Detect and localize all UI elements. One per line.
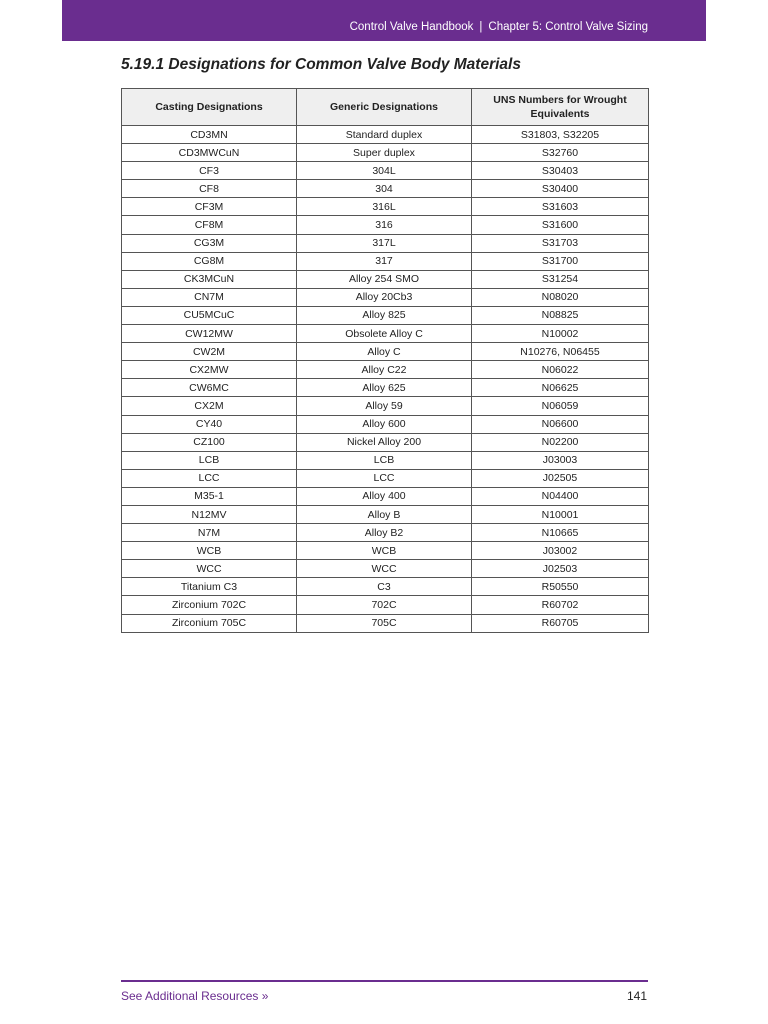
uns-number-cell: N10276, N06455 [472, 343, 649, 361]
generic-designation-cell: 316L [297, 198, 472, 216]
generic-designation-cell: Alloy B2 [297, 524, 472, 542]
generic-designation-cell: Alloy C [297, 343, 472, 361]
table-row [122, 234, 649, 252]
uns-number-cell: N08825 [472, 306, 649, 324]
casting-designation-cell: CF8M [122, 216, 297, 234]
uns-number-cell: S31600 [472, 216, 649, 234]
casting-designation-cell: CF3 [122, 162, 297, 180]
header-chapter: Chapter 5: Control Valve Sizing [488, 20, 648, 33]
generic-designation-cell: 304 [297, 180, 472, 198]
generic-designation-cell: Standard duplex [297, 126, 472, 144]
uns-number-cell: S31700 [472, 252, 649, 270]
table-row [122, 325, 649, 343]
uns-number-cell: S32760 [472, 144, 649, 162]
uns-number-cell: J03003 [472, 451, 649, 469]
uns-number-cell: N04400 [472, 487, 649, 505]
table-row [122, 216, 649, 234]
table-row [122, 487, 649, 505]
header-bar [62, 0, 706, 41]
table-row [122, 397, 649, 415]
generic-designation-cell: 705C [297, 614, 472, 632]
table-row [122, 578, 649, 596]
generic-designation-cell: Alloy B [297, 505, 472, 523]
uns-number-cell: S31254 [472, 270, 649, 288]
casting-designation-cell: CZ100 [122, 433, 297, 451]
table-row [122, 596, 649, 614]
casting-designation-cell: CX2M [122, 397, 297, 415]
table-body [122, 126, 649, 633]
generic-designation-cell: 316 [297, 216, 472, 234]
generic-designation-cell: C3 [297, 578, 472, 596]
generic-designation-cell: Alloy 254 SMO [297, 270, 472, 288]
casting-designation-cell: Zirconium 705C [122, 614, 297, 632]
table-row [122, 415, 649, 433]
uns-number-cell: N10001 [472, 505, 649, 523]
table-row [122, 343, 649, 361]
generic-designation-cell: Super duplex [297, 144, 472, 162]
generic-designation-cell: Alloy 600 [297, 415, 472, 433]
table-row [122, 505, 649, 523]
uns-number-cell: N10665 [472, 524, 649, 542]
materials-table [121, 88, 649, 633]
uns-number-cell: S30400 [472, 180, 649, 198]
casting-designation-cell: CW12MW [122, 325, 297, 343]
casting-designation-cell: Titanium C3 [122, 578, 297, 596]
table-row [122, 180, 649, 198]
generic-designation-cell: LCB [297, 451, 472, 469]
casting-designation-cell: CW2M [122, 343, 297, 361]
generic-designation-cell: LCC [297, 469, 472, 487]
casting-designation-cell: CG8M [122, 252, 297, 270]
table-row [122, 560, 649, 578]
table-row [122, 379, 649, 397]
table-row [122, 614, 649, 632]
uns-number-cell: S31603 [472, 198, 649, 216]
uns-number-cell: R50550 [472, 578, 649, 596]
generic-designation-cell: Alloy C22 [297, 361, 472, 379]
uns-number-cell: J02503 [472, 560, 649, 578]
uns-number-cell: N06059 [472, 397, 649, 415]
casting-designation-cell: N12MV [122, 505, 297, 523]
casting-designation-cell: CY40 [122, 415, 297, 433]
column-header-generic: Generic Designations [297, 89, 472, 126]
generic-designation-cell: Alloy 625 [297, 379, 472, 397]
generic-designation-cell: WCC [297, 560, 472, 578]
generic-designation-cell: 317L [297, 234, 472, 252]
uns-number-cell: N08020 [472, 288, 649, 306]
generic-designation-cell: Alloy 59 [297, 397, 472, 415]
casting-designation-cell: CD3MN [122, 126, 297, 144]
uns-number-cell: R60705 [472, 614, 649, 632]
table-row [122, 144, 649, 162]
column-header-casting: Casting Designations [122, 89, 297, 126]
generic-designation-cell: Alloy 20Cb3 [297, 288, 472, 306]
table-row [122, 433, 649, 451]
table-row [122, 126, 649, 144]
uns-number-cell: N06625 [472, 379, 649, 397]
casting-designation-cell: M35-1 [122, 487, 297, 505]
table-row [122, 451, 649, 469]
casting-designation-cell: LCB [122, 451, 297, 469]
casting-designation-cell: N7M [122, 524, 297, 542]
table-row [122, 252, 649, 270]
casting-designation-cell: CX2MW [122, 361, 297, 379]
casting-designation-cell: LCC [122, 469, 297, 487]
uns-number-cell: N02200 [472, 433, 649, 451]
casting-designation-cell: CN7M [122, 288, 297, 306]
header-separator: | [479, 20, 483, 33]
casting-designation-cell: WCB [122, 542, 297, 560]
table-header-row [122, 89, 649, 126]
table-row [122, 361, 649, 379]
casting-designation-cell: CK3MCuN [122, 270, 297, 288]
generic-designation-cell: 304L [297, 162, 472, 180]
generic-designation-cell: 702C [297, 596, 472, 614]
uns-number-cell: N06022 [472, 361, 649, 379]
section-title: 5.19.1 Designations for Common Valve Body Materials [121, 56, 521, 73]
uns-number-cell: R60702 [472, 596, 649, 614]
table-row [122, 469, 649, 487]
generic-designation-cell: Alloy 400 [297, 487, 472, 505]
casting-designation-cell: CG3M [122, 234, 297, 252]
table-row [122, 270, 649, 288]
casting-designation-cell: CD3MWCuN [122, 144, 297, 162]
casting-designation-cell: CF8 [122, 180, 297, 198]
casting-designation-cell: CF3M [122, 198, 297, 216]
page-number: 141 [626, 989, 647, 1003]
footer-divider [121, 980, 648, 982]
uns-number-cell: S31803, S32205 [472, 126, 649, 144]
uns-number-cell: S30403 [472, 162, 649, 180]
generic-designation-cell: Obsolete Alloy C [297, 325, 472, 343]
table-row [122, 306, 649, 324]
column-header-uns: UNS Numbers for Wrought Equivalents [472, 89, 649, 126]
casting-designation-cell: WCC [122, 560, 297, 578]
table-row [122, 524, 649, 542]
table-row [122, 542, 649, 560]
casting-designation-cell: CU5MCuC [122, 306, 297, 324]
uns-number-cell: N10002 [472, 325, 649, 343]
uns-number-cell: S31703 [472, 234, 649, 252]
table-row [122, 288, 649, 306]
table-row [122, 162, 649, 180]
generic-designation-cell: Nickel Alloy 200 [297, 433, 472, 451]
header-book-title: Control Valve Handbook [349, 20, 474, 33]
uns-number-cell: J02505 [472, 469, 649, 487]
table-row [122, 198, 649, 216]
uns-number-cell: N06600 [472, 415, 649, 433]
generic-designation-cell: WCB [297, 542, 472, 560]
casting-designation-cell: CW6MC [122, 379, 297, 397]
generic-designation-cell: Alloy 825 [297, 306, 472, 324]
additional-resources-link[interactable]: See Additional Resources » [121, 989, 269, 1003]
casting-designation-cell: Zirconium 702C [122, 596, 297, 614]
uns-number-cell: J03002 [472, 542, 649, 560]
generic-designation-cell: 317 [297, 252, 472, 270]
